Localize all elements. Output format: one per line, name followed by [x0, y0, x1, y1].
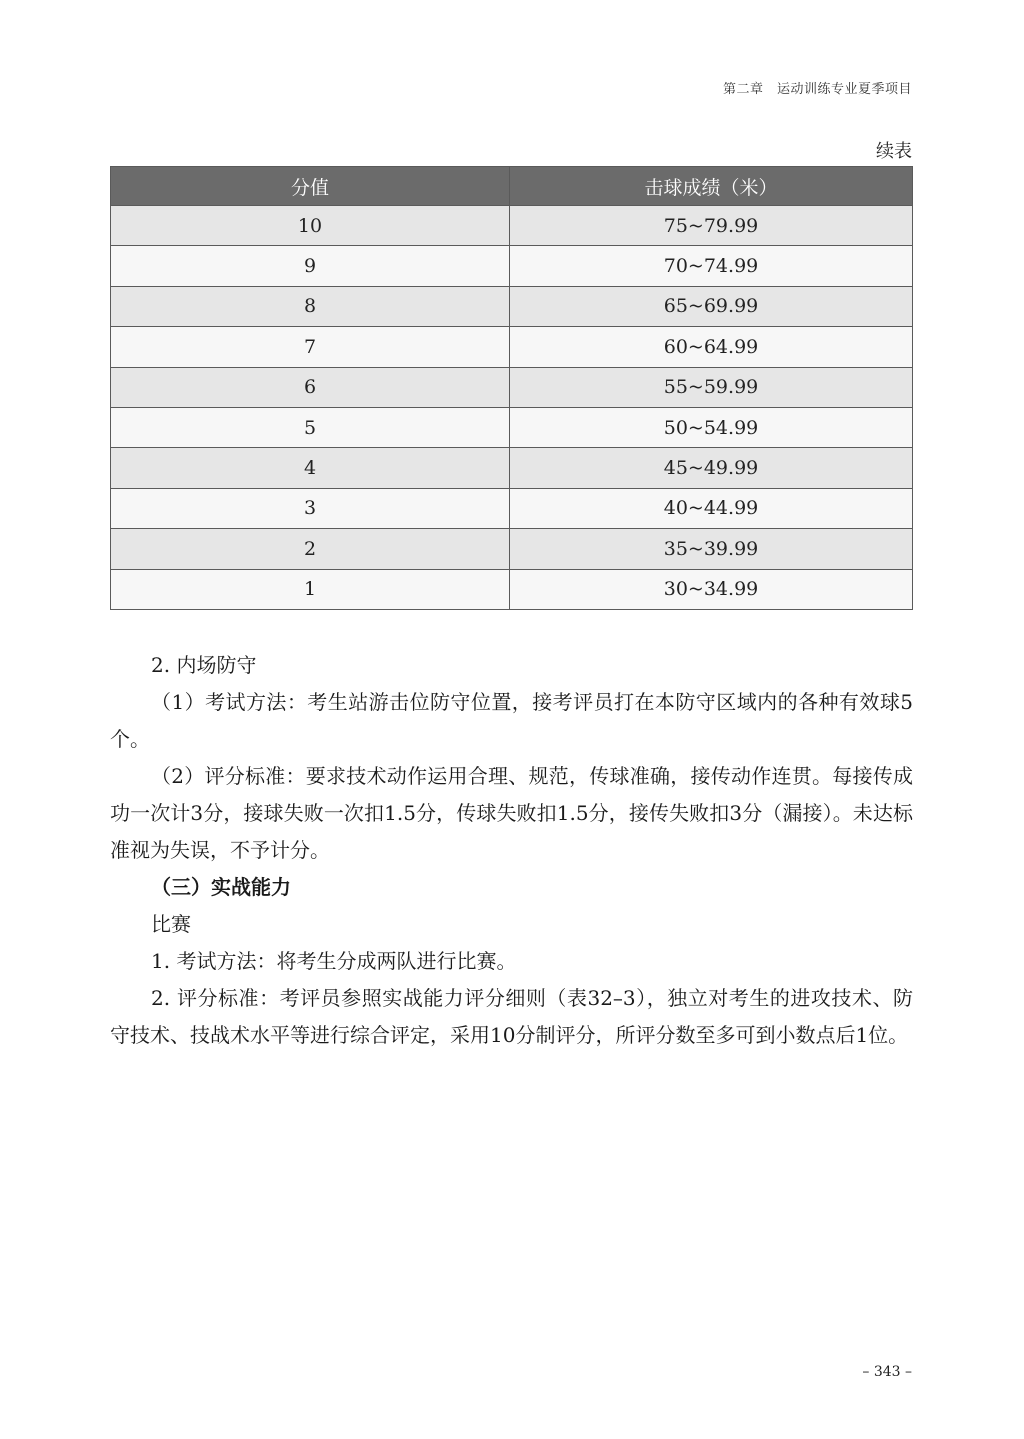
score-table: [110, 166, 913, 610]
score-cell: 8: [111, 286, 510, 326]
paragraph-match-exam-method: 1. 考试方法：将考生分成两队进行比赛。: [151, 949, 517, 973]
score-cell: 4: [111, 448, 510, 488]
score-cell: 2: [111, 529, 510, 569]
table-row: [111, 448, 913, 488]
table-row: [111, 286, 913, 326]
table-row: [111, 488, 913, 528]
distance-cell: 55~59.99: [510, 367, 913, 407]
score-cell: 7: [111, 327, 510, 367]
subheading-match: 比赛: [151, 912, 191, 936]
distance-cell: 45~49.99: [510, 448, 913, 488]
column-header-score: 分值: [111, 167, 510, 206]
paragraph-exam-method: （1）考试方法：考生站游击位防守位置，接考评员打在本防守区域内的各种有效球5个。: [110, 690, 913, 751]
distance-cell: 65~69.99: [510, 286, 913, 326]
score-cell: 10: [111, 206, 510, 246]
score-cell: 9: [111, 246, 510, 286]
distance-cell: 30~34.99: [510, 569, 913, 609]
score-cell: 5: [111, 407, 510, 447]
score-cell: 3: [111, 488, 510, 528]
paragraph-scoring-standard: （2）评分标准：要求技术动作运用合理、规范，传球准确，接传动作连贯。每接传成功一次计3分，接球失败一次扣1.5分，传球失败扣1.5分，接传失败扣3分（漏接）。未达标准视为失误，不予计分。: [110, 764, 913, 862]
distance-cell: 35~39.99: [510, 529, 913, 569]
distance-cell: 60~64.99: [510, 327, 913, 367]
table-row: [111, 407, 913, 447]
column-header-distance: 击球成绩（米）: [510, 167, 913, 206]
score-cell: 6: [111, 367, 510, 407]
table-header-row: [111, 167, 913, 206]
table-continued-label: 续表: [876, 141, 912, 162]
table-row: [111, 246, 913, 286]
page-number: – 343 –: [862, 1364, 912, 1380]
running-head: 第二章 运动训练专业夏季项目: [722, 82, 912, 97]
distance-cell: 50~54.99: [510, 407, 913, 447]
distance-cell: 75~79.99: [510, 206, 913, 246]
table-row: [111, 529, 913, 569]
table-row: [111, 569, 913, 609]
table-row: [111, 206, 913, 246]
body-text: [110, 647, 913, 1054]
paragraph-match-scoring-standard: 2. 评分标准：考评员参照实战能力评分细则（表32–3），独立对考生的进攻技术、防守技术、技战术水平等进行综合评定，采用10分制评分，所评分数至多可到小数点后1位。: [110, 986, 913, 1047]
section-heading-game-ability: （三）实战能力: [151, 875, 291, 899]
score-cell: 1: [111, 569, 510, 609]
distance-cell: 40~44.99: [510, 488, 913, 528]
table-row: [111, 327, 913, 367]
section-heading-infield-defense: 2. 内场防守: [151, 653, 257, 677]
distance-cell: 70~74.99: [510, 246, 913, 286]
table-row: [111, 367, 913, 407]
